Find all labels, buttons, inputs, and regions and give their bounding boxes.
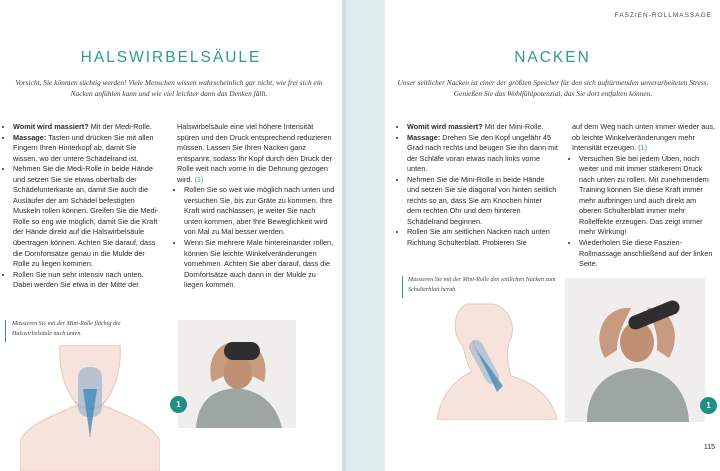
bullet-item: • Rollen Sie so weit wie möglich nach unten und versuchen Sie, bis zur Gräte zu kommen. Ihre Kraft wird nachlassen, je weiter Sie nach unten kommen, aber Ihre Beweglichkeit wird von Mal zu Mal besser werden. [184, 185, 335, 238]
bullet-item: • Wenn Sie mehrere Male hintereinander rollen, können Sie leichte Winkelveränderungen vornehmen. Achten Sie aber darauf, dass die Dornfortsätze auch dann in der Mulde zu liegen kommen. [184, 238, 335, 291]
bullet-item: • Womit wird massiert? Mit der Medi-Rolle. [13, 122, 162, 133]
intro-text: Vorsicht, Sie könnten süchtig werden! Viele Menschen wissen wahrscheinlich gar nicht, wie frei sich ein Nacken anfühlen kann und wie viel leichter dann das Denken fällt. [15, 78, 323, 98]
section-title-nacken: NACKEN [514, 49, 591, 66]
bullet-item: • Massage: Tasten und drücken Sie mit allen Fingern Ihren Hinterkopf ab, damit Sie wissen, wo der untere Schädelrand ist. [13, 133, 162, 165]
side-neck-anatomy-illustration [437, 300, 557, 420]
section-title-halswirbelsaeule: HALSWIRBELSÄULE [80, 49, 262, 66]
bullet-item: • Wiederholen Sie diese Faszien-Rollmassage anschließend auf der linken Seite. [579, 238, 717, 270]
bullet-item: • Massage: Drehen Sie den Kopf ungefähr 45 Grad nach rechts und beugen Sie ihn dann mit der Schläfe voran etwas nach links vorne unten. [407, 133, 558, 175]
bullet-item: • Womit wird massiert? Mit der Mini-Rolle. [407, 122, 558, 133]
bullet-item: • Rollen Sie nun sehr intensiv nach unten. Dabei werden Sie etwa in der Mitte der [13, 270, 162, 291]
figure-ref: (1) [194, 174, 204, 184]
page-gutter [342, 0, 385, 471]
continued-paragraph: auf dem Weg nach unten immer wieder aus, ob leichte Winkelveränderungen mehr Intensität erzeugen. (1) [572, 122, 716, 153]
text-column-2 [572, 122, 717, 270]
photo-placeholder-art [178, 320, 296, 428]
caption-rule [5, 320, 6, 342]
text-column-1 [6, 122, 162, 291]
photo-man-rolling-side-neck [565, 278, 705, 422]
page-number: 115 [703, 444, 715, 451]
figure-ref: (1) [638, 143, 648, 153]
left-page [0, 0, 342, 471]
text-column-2 [177, 122, 335, 291]
intro-text: Unser seitlicher Nacken ist einer der größten Speicher für den sich auftürmenden unverarbeiteten Stress. Genießen Sie das Wohlfühlpotenzial, das Sie dort entfalten können. [397, 78, 709, 98]
step-badge: 1 [700, 397, 717, 414]
text-column-1 [400, 122, 558, 249]
photo-man-rolling-neck [178, 320, 296, 428]
figure-caption: Massieren Sie mit der Mini-Rolle flächig die Halswirbelsäule nach unten. [12, 321, 121, 337]
continued-paragraph: Halswirbelsäule eine viel höhere Intensität spüren und den Druck entsprechend reduzieren müssen. Lassen Sie Ihren Nacken ganz entspannt, sodass Ihr Kopf durch den Druck der Rolle weit nach vorne in die Dehnung gezogen wird. (1) [177, 122, 332, 184]
right-page [385, 0, 720, 471]
caption-rule [402, 276, 403, 298]
figure-caption: Massieren Sie mit der Mini-Rolle den seitlichen Nacken zum Schulterblatt herab. [408, 277, 556, 293]
running-head: FASZIEN-ROLLMASSAGE [614, 12, 712, 19]
bullet-item: • Rollen Sie am seitlichen Nacken nach unten Richtung Schulterblatt. Probieren Sie [407, 227, 558, 248]
bullet-item: • Nehmen Sie die Mini-Rolle in beide Hände und setzen Sie sie diagonal von hinten seitlich rechts so an, dass Sie am Knochen hinter dem rechten Ohr und dem hinteren Schädelrand beginnen. [407, 175, 558, 228]
bullet-item: • Versuchen Sie bei jedem Üben, noch weiter und mit immer stärkerem Druck nach unten zu rollen. Mit zunehmendem Training können Sie diese Kraft immer mehr aufbringen und auch direkt am oberen Schulterblatt immer mehr Rolleffekte erzeugen. Das zeigt immer mehr Wirkung! [579, 154, 717, 238]
photo-placeholder-art [565, 278, 705, 422]
neck-anatomy-illustration [20, 345, 160, 471]
bullet-item: • Nehmen Sie die Medi-Rolle in beide Hände und setzen Sie sie etwas oberhalb der Schädelunterkante an, damit Sie auch die Ausläufer der am Schädel befestigten Muskeln rollen können. Greifen Sie die Medi-Rolle so eng wie möglich, damit Sie die Kraft der Hände direkt auf die Halswirbelsäule übertragen können. Achten Sie darauf, dass die Dornfortsätze genau in die Mulde der Rolle zu liegen kommen. [13, 164, 162, 269]
step-badge: 1 [170, 396, 187, 413]
